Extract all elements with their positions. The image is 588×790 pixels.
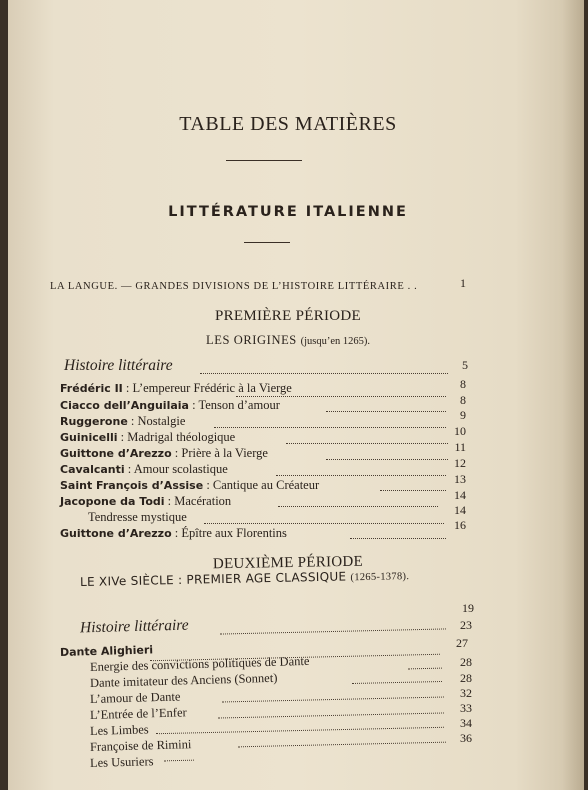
leader-dots — [350, 538, 446, 539]
toc-entry — [90, 705, 187, 723]
entry-page-number: 14 — [454, 503, 466, 517]
period-1-heading: PREMIÈRE PÉRIODE — [214, 308, 362, 324]
entry-title: : L’empereur Frédéric à la Vierge — [122, 381, 292, 395]
toc-entry — [60, 381, 292, 396]
toc-entry — [60, 430, 235, 445]
toc-entry — [90, 722, 149, 739]
toc-entry — [90, 689, 181, 707]
toc-entry — [88, 510, 187, 525]
period-2-era-label: LE XIVe SIÈCLE : PREMIER AGE CLASSIQUE — [79, 569, 347, 589]
period-2-history-page: 23 — [460, 618, 472, 632]
entry-page-number: 13 — [454, 472, 466, 486]
entry-title: : Nostalgie — [127, 414, 186, 428]
book-page — [8, 0, 584, 790]
toc-entry — [90, 754, 154, 771]
entry-title: : Madrigal théologique — [117, 430, 236, 444]
leader-dots — [218, 712, 444, 718]
period-2-era-page: 19 — [462, 601, 474, 615]
entry-author: Cavalcanti — [60, 463, 125, 476]
toc-entry — [60, 462, 228, 477]
entry-title: Energie des convictions politiques de Dante — [89, 653, 310, 674]
entry-page-number: 32 — [460, 686, 472, 700]
entry-author: Guinicelli — [60, 431, 118, 444]
leader-dots — [204, 523, 444, 524]
entry-title: Les Usuriers — [89, 754, 154, 770]
leader-dots — [214, 427, 446, 428]
entry-author: Guittone d’Arezzo — [60, 527, 172, 540]
entry-title: : Épître aux Florentins — [171, 526, 287, 540]
entry-page-number: 34 — [460, 716, 472, 730]
period-1-history-page: 5 — [462, 358, 468, 372]
entry-title: Les Limbes — [89, 722, 149, 738]
section-title: LITTÉRATURE ITALIENNE — [168, 204, 408, 220]
leader-dots — [238, 742, 446, 748]
entry-title: : Prière à la Vierge — [171, 446, 268, 460]
subtitle-rule — [244, 242, 290, 243]
entry-page-number: 8 — [460, 393, 466, 407]
leader-dots — [276, 475, 446, 476]
leader-dots — [278, 506, 438, 507]
leader-dots — [236, 396, 446, 397]
leader-dots — [164, 760, 194, 762]
entry-author: Jacopone da Todi — [60, 495, 165, 508]
leader-dots — [200, 373, 448, 374]
entry-author: Guittone d’Arezzo — [60, 447, 172, 460]
entry-author: Frédéric II — [60, 382, 123, 395]
entry-page-number: 28 — [460, 671, 472, 685]
entry-author: Saint François d’Assise — [60, 479, 204, 492]
entry-title: L’Entrée de l’Enfer — [89, 705, 187, 722]
page-title: TABLE DES MATIÈRES — [179, 113, 397, 135]
entry-page-number: 8 — [460, 377, 466, 391]
period-1-era-dates: (jusqu’en 1265). — [300, 336, 371, 347]
toc-entry — [60, 526, 287, 541]
toc-entry — [60, 494, 231, 509]
entry-page-number: 10 — [454, 424, 466, 438]
entry-page-number: 36 — [460, 731, 472, 745]
entry-title: Françoise de Rimini — [89, 737, 192, 754]
entry-page-number: 14 — [454, 488, 466, 502]
entry-author: Ruggerone — [60, 415, 128, 428]
toc-entry — [60, 642, 154, 660]
entry-title: : Tenson d’amour — [188, 398, 280, 412]
toc-entry — [60, 478, 319, 493]
entry-page-number: 16 — [454, 518, 466, 532]
entry-title: Tendresse mystique — [88, 510, 187, 524]
entry-page-number: 11 — [454, 440, 466, 454]
leader-dots — [156, 727, 444, 734]
leader-dots — [326, 459, 448, 460]
entry-title: : Cantique au Créateur — [203, 478, 320, 492]
leader-dots — [380, 490, 446, 491]
leader-dots — [220, 628, 446, 634]
entry-page-number: 33 — [460, 701, 472, 715]
entry-title: L’amour de Dante — [89, 689, 181, 706]
toc-entry — [90, 737, 192, 755]
entry-title: : Amour scolastique — [124, 462, 228, 476]
leader-dots — [326, 411, 446, 412]
period-2-heading: DEUXIÈME PÉRIODE — [212, 553, 364, 573]
entry-page-number: 27 — [456, 636, 468, 650]
leader-dots — [352, 681, 442, 684]
leader-dots — [286, 443, 448, 444]
entry-author: Ciacco dell’Anguilaia — [60, 399, 189, 412]
intro-label: LA LANGUE. — GRANDES DIVISIONS DE L’HISTOIRE LITTÉRAIRE . . — [50, 281, 418, 292]
period-1-history-label: Histoire littéraire — [64, 357, 173, 374]
toc-entry — [60, 414, 185, 429]
period-2-history-label: Histoire littéraire — [79, 616, 189, 637]
period-1-era — [8, 333, 568, 348]
toc-entry — [60, 398, 280, 413]
intro-page: 1 — [460, 276, 466, 290]
period-2-era-dates: (1265-1378). — [350, 571, 410, 584]
leader-dots — [408, 668, 442, 670]
title-rule — [226, 160, 302, 161]
entry-author: Dante Alighieri — [59, 643, 154, 659]
period-1-era-label: LES ORIGINES — [205, 333, 297, 347]
entry-page-number: 28 — [460, 655, 472, 669]
leader-dots — [222, 697, 444, 703]
entry-title: : Macération — [164, 494, 232, 508]
entry-page-number: 9 — [460, 408, 466, 422]
entry-title: Dante imitateur des Anciens (Sonnet) — [89, 670, 278, 690]
entry-page-number: 12 — [454, 456, 466, 470]
toc-entry — [60, 446, 268, 461]
